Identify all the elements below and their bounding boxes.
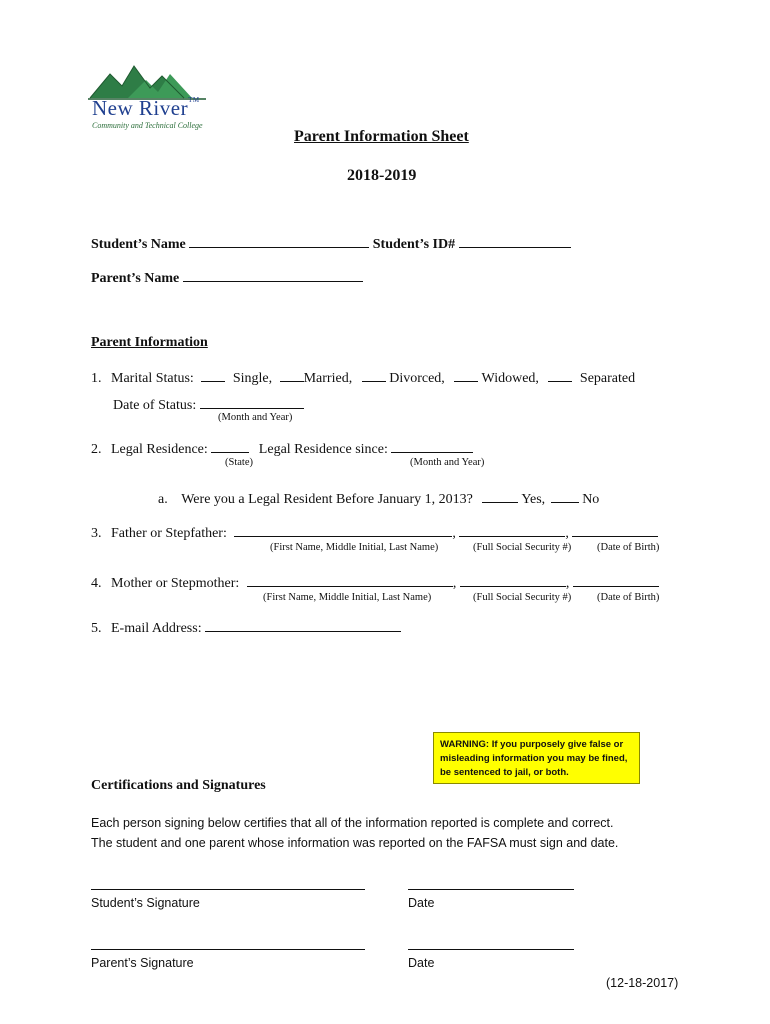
resident-before-row: [158, 489, 599, 508]
no-label: No: [582, 492, 600, 507]
question-number: 4.: [91, 576, 102, 591]
legal-residence-label: Legal Residence:: [111, 442, 208, 457]
parent-signature-line[interactable]: [91, 935, 365, 950]
logo-subtitle: Community and Technical College: [92, 121, 203, 130]
legal-residence-since-label: Legal Residence since:: [258, 442, 388, 457]
month-year-caption: (Month and Year): [218, 412, 293, 423]
since-caption: (Month and Year): [410, 457, 485, 468]
option-separated: Separated: [579, 371, 636, 386]
resident-before-question: Were you a Legal Resident Before January 1, 2013?: [181, 492, 473, 507]
option-widowed: Widowed,: [481, 371, 539, 386]
parent-signature-label: Parent’s Signature: [91, 956, 194, 970]
parent-date-line[interactable]: [408, 935, 574, 950]
mother-ssn-caption: (Full Social Security #): [473, 592, 572, 603]
mother-dob-caption: (Date of Birth): [597, 592, 660, 603]
question-number: 2.: [91, 442, 102, 457]
date-of-status-label: Date of Status:: [113, 398, 197, 413]
school-year: 2018-2019: [347, 167, 417, 184]
mother-name-field[interactable]: [247, 573, 453, 587]
certification-text-2: The student and one parent whose information was reported on the FAFSA must sign and date.: [91, 836, 619, 850]
state-caption: (State): [225, 457, 253, 468]
student-date-label: Date: [408, 896, 435, 910]
question-number: 1.: [91, 371, 102, 386]
logo-wordmark: New River™: [92, 96, 200, 120]
date-of-status-field[interactable]: [200, 395, 304, 409]
email-row: [91, 618, 401, 637]
mother-name-caption: (First Name, Middle Initial, Last Name): [263, 592, 432, 603]
mother-row: 4. Mother or Stepmother: , ,: [91, 573, 659, 592]
option-divorced: Divorced,: [389, 371, 445, 386]
father-ssn-caption: (Full Social Security #): [473, 542, 572, 553]
question-number: 3.: [91, 526, 102, 541]
sub-question-letter: a.: [158, 492, 168, 507]
marital-status-label: Marital Status:: [111, 371, 194, 386]
father-dob-caption: (Date of Birth): [597, 542, 660, 553]
section-heading-parent-info: Parent Information: [91, 335, 208, 350]
student-signature-line[interactable]: [91, 875, 365, 890]
student-id-field[interactable]: [459, 234, 571, 248]
student-id-label: Student’s ID#: [372, 237, 456, 252]
father-row: 3. Father or Stepfather: , ,: [91, 523, 658, 542]
legal-residence-row: [91, 439, 473, 458]
father-name-field[interactable]: [234, 523, 452, 537]
mother-ssn-field[interactable]: [460, 573, 566, 587]
legal-residence-field[interactable]: [211, 439, 249, 453]
mother-label: Mother or Stepmother:: [111, 576, 240, 591]
section-heading-certifications: Certifications and Signatures: [91, 778, 266, 793]
student-name-row: [91, 234, 571, 253]
warning-box: WARNING: If you purposely give false or misleading information you may be fined, be sentenced to jail, or both.: [433, 732, 640, 784]
email-label: E-mail Address:: [111, 621, 202, 636]
yes-blank[interactable]: [482, 489, 518, 503]
no-blank[interactable]: [551, 489, 579, 503]
certification-text-1: Each person signing below certifies that all of the information reported is complete and correct.: [91, 816, 614, 830]
single-blank[interactable]: [201, 368, 225, 382]
widowed-blank[interactable]: [454, 368, 478, 382]
legal-residence-since-field[interactable]: [391, 439, 473, 453]
student-name-label: Student’s Name: [91, 237, 186, 252]
student-date-line[interactable]: [408, 875, 574, 890]
mother-dob-field[interactable]: [573, 573, 659, 587]
yes-label: Yes,: [521, 492, 546, 507]
student-signature-label: Student’s Signature: [91, 896, 200, 910]
option-single: Single,: [232, 371, 273, 386]
father-name-caption: (First Name, Middle Initial, Last Name): [270, 542, 439, 553]
parent-name-field[interactable]: [183, 268, 363, 282]
marital-status-row: [91, 368, 635, 387]
parent-name-label: Parent’s Name: [91, 271, 180, 286]
married-blank[interactable]: [280, 368, 304, 382]
email-field[interactable]: [205, 618, 401, 632]
parent-date-label: Date: [408, 956, 435, 970]
page-title: Parent Information Sheet: [294, 128, 469, 145]
father-dob-field[interactable]: [572, 523, 658, 537]
question-number: 5.: [91, 621, 102, 636]
parent-name-row: [91, 268, 363, 287]
student-name-field[interactable]: [189, 234, 369, 248]
revision-date: (12-18-2017): [606, 976, 679, 990]
father-ssn-field[interactable]: [459, 523, 565, 537]
father-label: Father or Stepfather:: [111, 526, 227, 541]
option-married: Married,: [303, 371, 353, 386]
separated-blank[interactable]: [548, 368, 572, 382]
divorced-blank[interactable]: [362, 368, 386, 382]
